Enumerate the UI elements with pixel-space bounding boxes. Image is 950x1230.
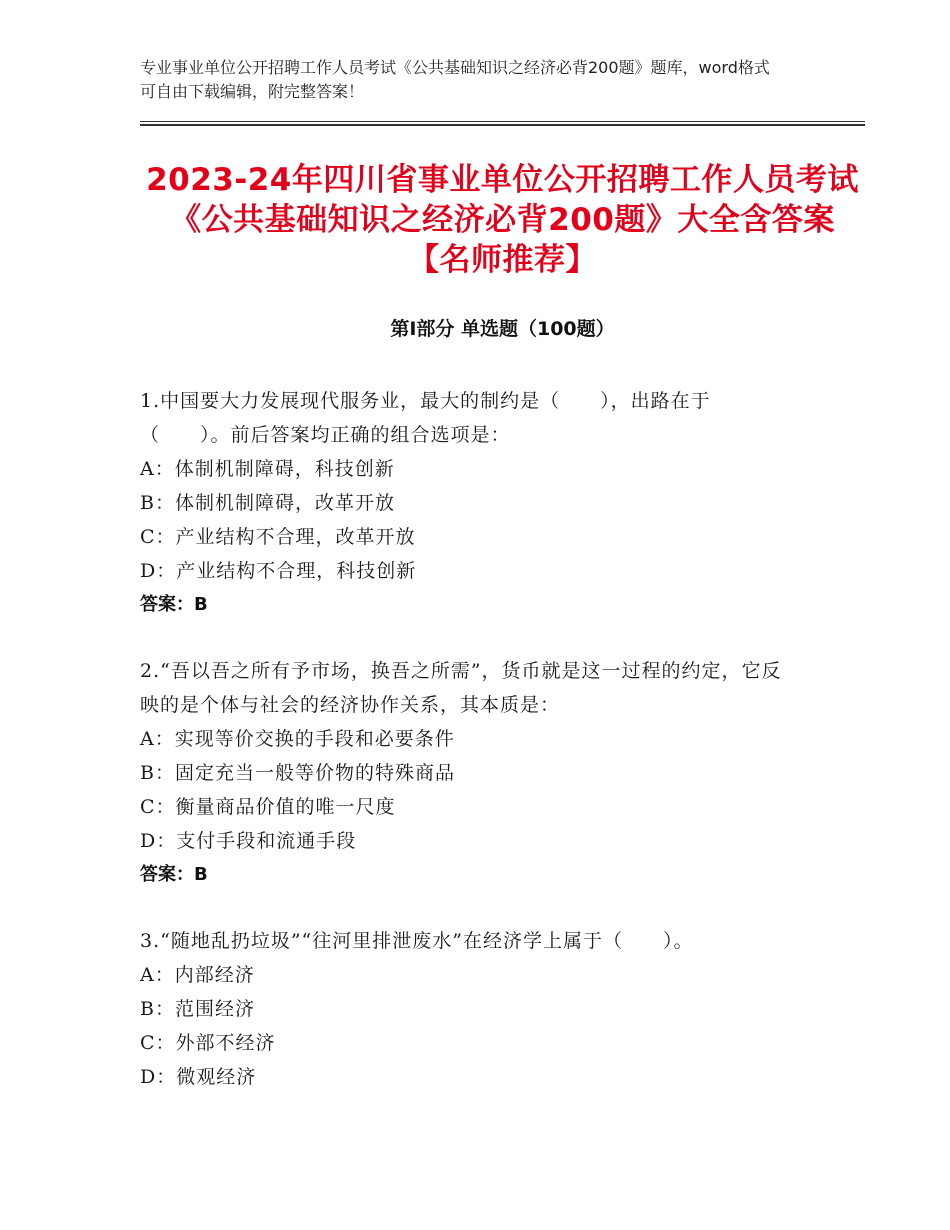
option-a: A：实现等价交换的手段和必要条件 — [140, 728, 455, 750]
question-list — [140, 384, 800, 1126]
document-title: 2023-24年四川省事业单位公开招聘工作人员考试《公共基础知识之经济必背200题》大全含答案【名师推荐】 — [146, 162, 859, 278]
question-1 — [140, 384, 800, 622]
option-c: C：产业结构不合理，改革开放 — [140, 526, 416, 548]
header-divider-thick — [140, 124, 865, 126]
option-d: D：产业结构不合理，科技创新 — [140, 560, 417, 582]
question-2 — [140, 654, 800, 892]
section-heading: 第Ⅰ部分 单选题（100题） — [390, 318, 615, 340]
header-note: 专业事业单位公开招聘工作人员考试《公共基础知识之经济必背200题》题库，word格式可自由下载编辑，附完整答案！ — [140, 58, 770, 101]
option-d: D：微观经济 — [140, 1066, 257, 1088]
question-stem: 3.“随地乱扔垃圾”“往河里排泄废水”在经济学上属于（ ）。 — [140, 930, 694, 952]
option-a: A：内部经济 — [140, 964, 255, 986]
option-a: A：体制机制障碍，科技创新 — [140, 458, 395, 480]
option-d: D：支付手段和流通手段 — [140, 830, 357, 852]
option-b: B：固定充当一般等价物的特殊商品 — [140, 762, 455, 784]
option-c: C：衡量商品价值的唯一尺度 — [140, 796, 396, 818]
header-divider-thin — [140, 121, 865, 122]
question-stem: 2.“吾以吾之所有予市场，换吾之所需”，货币就是这一过程的约定，它反映的是个体与社会的经济协作关系，其本质是： — [140, 660, 782, 716]
option-b: B：体制机制障碍，改革开放 — [140, 492, 395, 514]
option-b: B：范围经济 — [140, 998, 255, 1020]
answer-line: 答案：B — [140, 864, 208, 885]
question-3 — [140, 924, 800, 1094]
question-stem: 1.中国要大力发展现代服务业，最大的制约是（ ），出路在于（ ）。前后答案均正确的组合选项是： — [140, 390, 711, 446]
answer-line: 答案：B — [140, 594, 208, 615]
option-c: C：外部不经济 — [140, 1032, 276, 1054]
